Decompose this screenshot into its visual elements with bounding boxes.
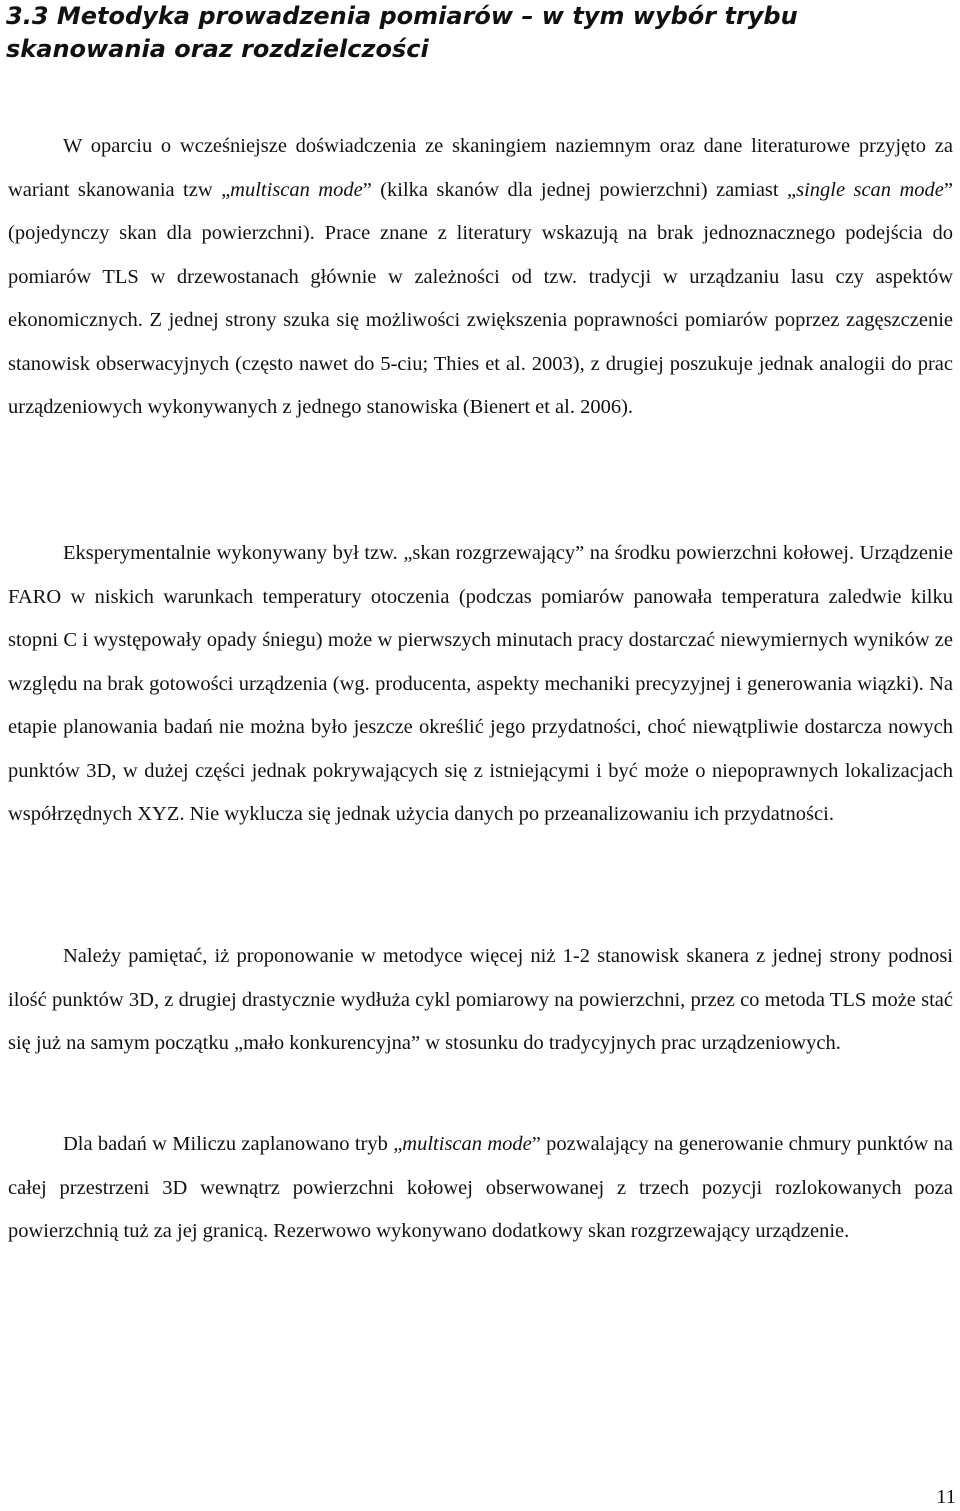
paragraph-text: W oparciu o wcześniejsze doświadczenia ze skaningiem naziemnym oraz dane literaturowe przyjęto za wariant skanowania tzw „ [8,135,953,201]
paragraph-text: ” (pojedynczy skan dla powierzchni). Prace znane z literatury wskazują na brak jednoznacznego podejścia do pomiarów TLS w drzewostanach głównie w zależności od tzw. tradycji w urządzaniu lasu czy aspektów ekonomicznych. Z jednej strony szuka się możliwości zwiększenia poprawności pomiarów poprzez zagęszczenie stanowisk obserwacyjnych (często nawet do 5-ciu; Thies et al. 2003), z drugiej poszukuje jednak analogii do prac urządzeniowych wykonywanych z jednego stanowiska (Bienert et al. 2006). [8,178,953,418]
paragraph-text: Eksperymentalnie wykonywany był tzw. „skan rozgrzewający” na środku powierzchni kołowej. Urządzenie FARO w niskich warunkach temperatury otoczenia (podczas pomiarów panowała temperatura zaledwie kilku stopni C i występowały opady śniegu) może w pierwszych minutach pracy dostarczać niewymiernych wyników ze względu na brak gotowości urządzenia (wg. producenta, aspekty mechaniki precyzyjnej i generowania wiązki). Na etapie planowania badań nie można było jeszcze określić jego przydatności, choć niewątpliwie dostarcza nowych punktów 3D, w dużej części jednak pokrywających się z istniejącymi i być może o niepoprawnych lokalizacjach współrzędnych XYZ. Nie wyklucza się jednak użycia danych po przeanalizowaniu ich przydatności. [8,542,953,825]
paragraph-3 [8,935,953,1066]
paragraph-text: ” (kilka skanów dla jednej powierzchni) zamiast „ [362,178,797,201]
page-number: 11 [936,1486,956,1508]
italic-term: multiscan mode [402,1133,532,1155]
italic-term: single scan mode [796,178,944,201]
paragraph-text: Należy pamiętać, iż proponowanie w metodyce więcej niż 1-2 stanowisk skanera z jednej strony podnosi ilość punktów 3D, z drugiej drastycznie wydłuża cykl pomiarowy na powierzchni, przez co metoda TLS może stać się już na samym początku „mało konkurencyjna” w stosunku do tradycyjnych prac urządzeniowych. [8,945,953,1054]
italic-term: multiscan mode [230,178,363,201]
paragraph-2 [8,532,953,837]
section-heading: 3.3 Metodyka prowadzenia pomiarów – w tym wybór trybu skanowania oraz rozdzielczości [6,2,798,63]
paragraph-text: ” pozwalający na generowanie chmury punktów na całej przestrzeni 3D wewnątrz powierzchni kołowej obserwowanej z trzech pozycji rozlokowanych poza powierzchnią tuż za jej granicą. Rezerwowo wykonywano dodatkowy skan rozgrzewający urządzenie. [8,1133,953,1242]
paragraph-1 [8,125,953,430]
paragraph-4 [8,1123,953,1254]
paragraph-text: Dla badań w Miliczu zaplanowano tryb „ [63,1133,403,1155]
